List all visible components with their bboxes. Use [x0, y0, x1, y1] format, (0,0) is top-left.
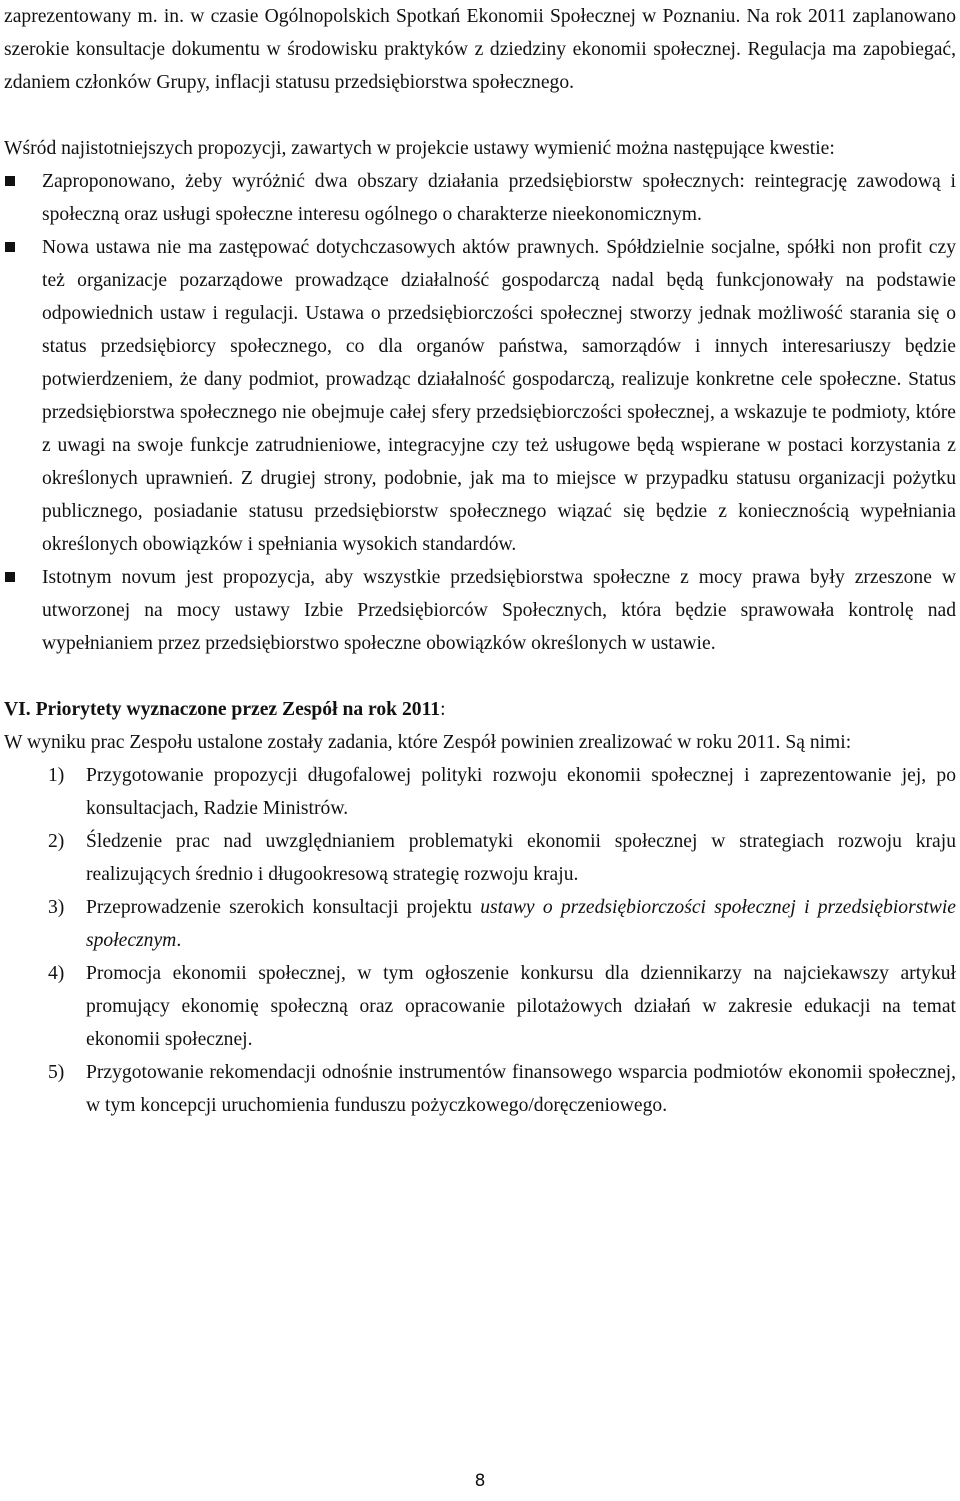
section-gap: [0, 660, 960, 693]
bullet-item: [42, 231, 956, 561]
task-text: Przygotowanie rekomendacji odnośnie instrumentów finansowego wsparcia podmiotów ekonomii społecznej, w tym koncepcji uruchomienia funduszu pożyczkowego/doręczeniowego.: [86, 1062, 956, 1116]
task-item: [48, 825, 956, 891]
square-bullet-icon: [5, 242, 15, 252]
priority-task-list: [0, 759, 960, 1122]
task-text-italic: ustawy o przedsiębiorczości społecznej i przedsiębiorstwie społecznym: [86, 897, 956, 951]
task-number: 3): [48, 897, 65, 918]
task-number: 5): [48, 1062, 65, 1083]
bullet-item: [42, 165, 956, 231]
task-text: Przygotowanie propozycji długofalowej polityki rozwoju ekonomii społecznej i zaprezentowanie jej, po konsultacjach, Radzie Ministrów.: [86, 765, 956, 819]
bullet-text: Nowa ustawa nie ma zastępować dotychczasowych aktów prawnych. Spółdzielnie socjalne, spółki non profit czy też organizacje pozarządowe prowadzące działalność gospodarczą nadal będą funkcjonowały na podstawie odpowiednich ustaw i regulacji. Ustawa o przedsiębiorczości społecznej stworzy jednak możliwość starania się o status przedsiębiorcy społecznego, co dla organów państwa, samorządów i innych interesariuszy będzie potwierdzeniem, że dany podmiot, prowadząc działalność gospodarczą, realizuje konkretne cele społeczne. Status przedsiębiorstwa społecznego nie obejmuje całej sfery przedsiębiorczości społecznej, a wskazuje te podmioty, które z uwagi na swoje funkcje zatrudnieniowe, integracyjne czy też usługowe będą wspierane w postaci korzystania z określonych uprawnień. Z drugiej strony, podobnie, jak ma to miejsce w przypadku statusu organizacji pożytku publicznego, posiadanie statusu przedsiębiorstw społecznego wiązać się będzie z koniecznością wypełniania określonych obowiązków i spełniania wysokich standardów.: [42, 237, 956, 555]
page-number: 8: [474, 1471, 486, 1491]
task-item: [48, 891, 956, 957]
task-item: [48, 759, 956, 825]
paragraph-top: zaprezentowany m. in. w czasie Ogólnopolskich Spotkań Ekonomii Społecznej w Poznaniu. Na rok 2011 zaplanowano szerokie konsultacje dokumentu w środowisku praktyków z dziedziny ekonomii społecznej. Regulacja ma zapobiegać, zdaniem członków Grupy, inflacji statusu przedsiębiorstwa społecznego.: [4, 6, 956, 93]
bullet-item: [42, 561, 956, 660]
task-number: 1): [48, 765, 65, 786]
paragraph-intro: Wśród najistotniejszych propozycji, zawartych w projekcie ustawy wymienić można następujące kwestie:: [4, 138, 835, 159]
task-text: Przeprowadzenie szerokich konsultacji projektu: [86, 897, 481, 918]
bullet-text: Zaproponowano, żeby wyróżnić dwa obszary działania przedsiębiorstw społecznych: reintegrację zawodową i społeczną oraz usługi społeczne interesu ogólnego o charakterze nieekonomicznym.: [42, 171, 956, 225]
paragraph-tasks: W wyniku prac Zespołu ustalone zostały zadania, które Zespół powinien zrealizować w roku 2011. Są nimi:: [4, 732, 852, 753]
task-text: Śledzenie prac nad uwzględnianiem problematyki ekonomii społecznej w strategiach rozwoju kraju realizujących średnio i długookresową strategię rozwoju kraju.: [86, 831, 956, 885]
section-heading-colon: :: [440, 699, 446, 720]
section-heading: [4, 693, 960, 726]
task-item: [48, 957, 956, 1056]
proposal-bullet-list: [0, 165, 960, 660]
square-bullet-icon: [5, 572, 15, 582]
task-item: [48, 1056, 956, 1122]
bullet-text: Istotnym novum jest propozycja, aby wszystkie przedsiębiorstwa społeczne z mocy prawa były zrzeszone w utworzonej na mocy ustawy Izbie Przedsiębiorców Społecznych, która będzie sprawowała kontrolę nad wypełnianiem przez przedsiębiorstwo społeczne obowiązków określonych w ustawie.: [42, 567, 956, 654]
square-bullet-icon: [5, 176, 15, 186]
section-heading-title: VI. Priorytety wyznaczone przez Zespół na rok 2011: [4, 699, 441, 720]
paragraph-gap: [0, 99, 960, 132]
task-number: 2): [48, 831, 65, 852]
task-text: Promocja ekonomii społecznej, w tym ogłoszenie konkursu dla dziennikarzy na najciekawszy artykuł promujący ekonomię społeczną oraz opracowanie pilotażowych działań w zakresie edukacji na temat ekonomii społecznej.: [86, 963, 956, 1050]
task-number: 4): [48, 963, 65, 984]
task-text-end: .: [176, 930, 182, 951]
